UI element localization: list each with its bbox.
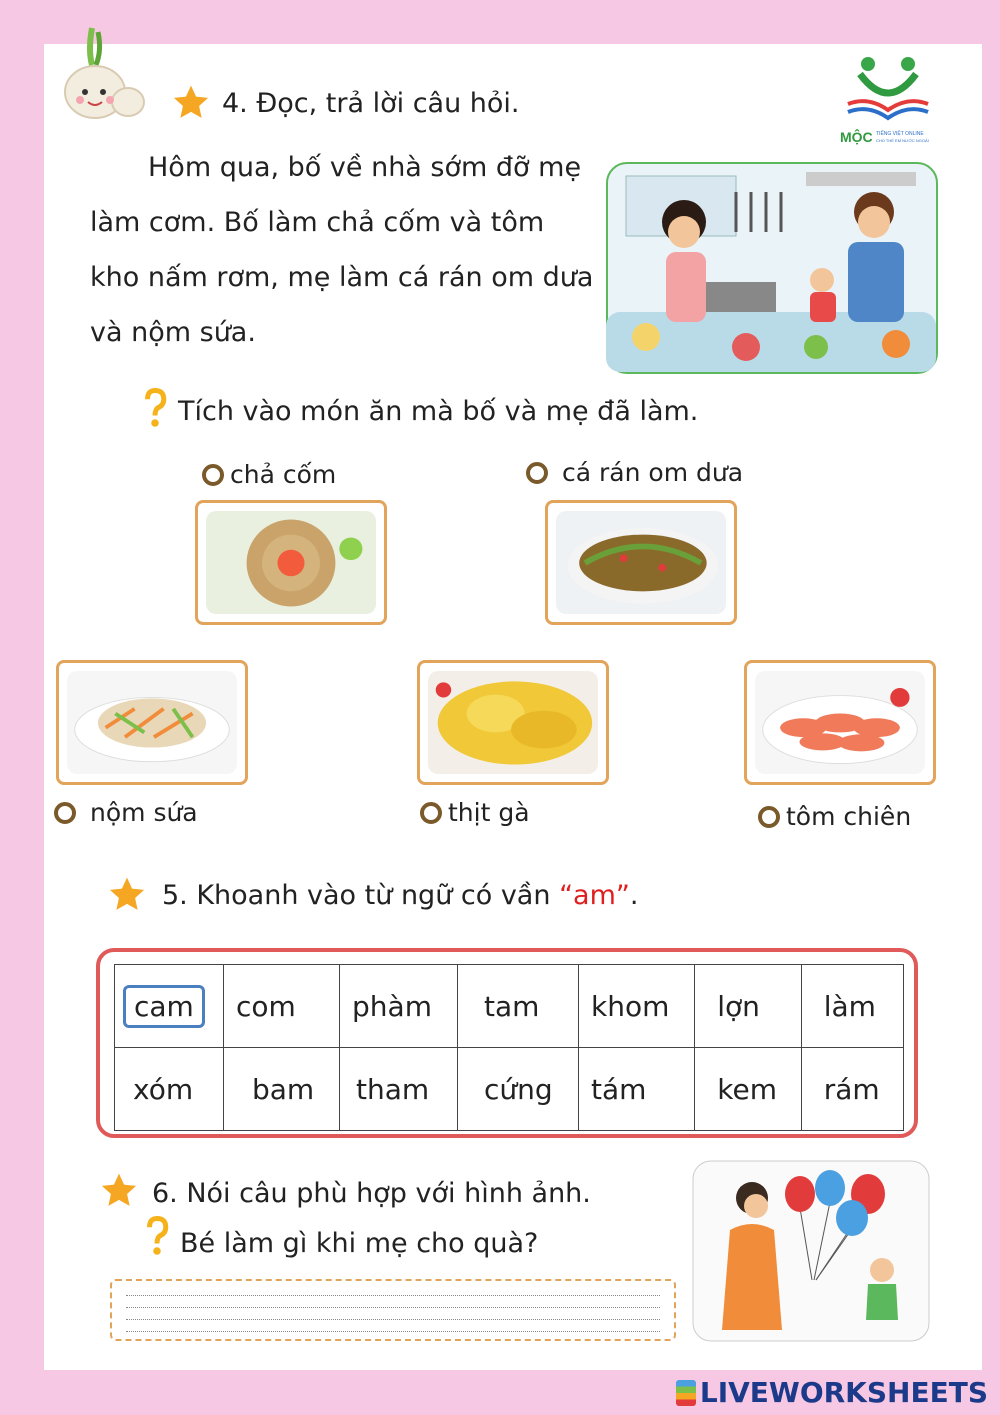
liveworksheets-footer: LIVEWORKSHEETS <box>676 1376 988 1409</box>
logo-tagline-2: CHO THẾ EM NƯỚC NGOÀI <box>876 138 929 143</box>
option-ca-ran-om-dua[interactable]: cá rán om dưa <box>526 458 743 487</box>
question-mark-icon <box>142 388 168 428</box>
q4-title: 4. Đọc, trả lời câu hỏi. <box>222 88 520 119</box>
food-image-nom-sua <box>56 660 248 785</box>
word-cell[interactable]: rám <box>801 1048 903 1131</box>
word-cell[interactable]: lợn <box>695 965 801 1048</box>
word-cell[interactable]: khom <box>579 965 695 1048</box>
food-image-cha-com <box>195 500 387 625</box>
family-kitchen-illustration <box>606 162 938 374</box>
word-cell[interactable]: tham <box>340 1048 458 1131</box>
option-radio[interactable] <box>54 802 76 824</box>
word-cell[interactable]: bam <box>224 1048 340 1131</box>
word-cell[interactable]: phàm <box>340 965 458 1048</box>
word-cell[interactable]: cứng <box>458 1048 579 1131</box>
mother-gift-balloons-illustration <box>692 1160 930 1342</box>
word-cell[interactable]: tam <box>458 965 579 1048</box>
word-cell[interactable] <box>115 965 224 1048</box>
star-icon <box>108 876 146 914</box>
option-radio[interactable] <box>420 802 442 824</box>
option-nom-sua[interactable]: nộm sứa <box>54 798 198 827</box>
q6-title: 6. Nói câu phù hợp với hình ảnh. <box>152 1178 591 1209</box>
word-cell[interactable]: xóm <box>115 1048 224 1131</box>
answer-input[interactable] <box>110 1279 676 1341</box>
garlic-mascot-icon <box>40 20 150 120</box>
table-row <box>115 965 904 1048</box>
food-image-ca-ran-om-dua <box>545 500 737 625</box>
food-image-thit-ga <box>417 660 609 785</box>
word-cell[interactable]: làm <box>801 965 903 1048</box>
logo-tagline-1: TIẾNG VIỆT ONLINE <box>876 131 924 137</box>
table-row <box>115 1048 904 1131</box>
word-table <box>114 964 904 1131</box>
word-cell[interactable]: kem <box>695 1048 801 1131</box>
selected-word-circle[interactable]: cam <box>123 985 205 1028</box>
q6-question: Bé làm gì khi mẹ cho quà? <box>180 1228 539 1259</box>
liveworksheets-mark-icon <box>676 1380 696 1406</box>
word-cell[interactable]: tám <box>579 1048 695 1131</box>
star-icon <box>100 1172 138 1210</box>
q5-title: 5. Khoanh vào từ ngữ có vần “am”. <box>162 880 639 911</box>
moc-logo <box>838 52 938 148</box>
option-radio[interactable] <box>758 806 780 828</box>
star-icon <box>172 84 210 122</box>
food-image-tom-chien <box>744 660 936 785</box>
q4-passage: Hôm qua, bố về nhà sớm đỡ mẹ làm cơm. Bố làm chả cốm và tôm kho nấm rơm, mẹ làm cá rán om dưa và nộm sứa. <box>90 152 594 348</box>
word-cell[interactable]: com <box>224 965 340 1048</box>
option-cha-com[interactable]: chả cốm <box>202 460 336 489</box>
question-mark-icon <box>144 1216 170 1256</box>
option-thit-ga[interactable]: thịt gà <box>420 798 530 827</box>
q4-question: Tích vào món ăn mà bố và mẹ đã làm. <box>178 396 699 427</box>
option-radio[interactable] <box>202 464 224 486</box>
logo-brand: MỘC <box>840 129 873 145</box>
option-radio[interactable] <box>526 462 548 484</box>
option-tom-chien[interactable]: tôm chiên <box>758 802 911 831</box>
